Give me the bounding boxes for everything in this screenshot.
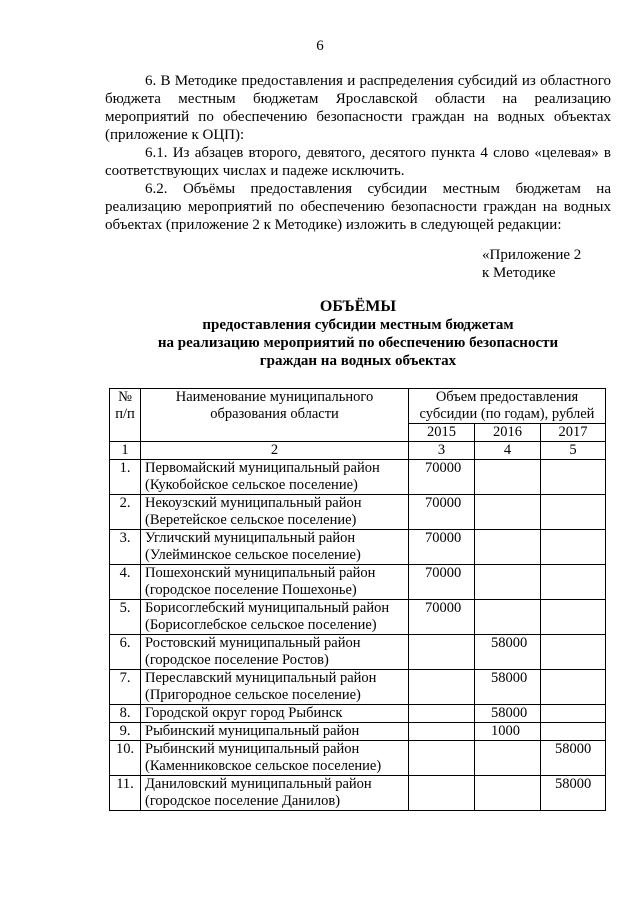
row-2015 — [409, 635, 475, 670]
row-2017 — [541, 495, 606, 530]
row-number: 9. — [110, 723, 141, 741]
row-number: 3. — [110, 530, 141, 565]
row-2016 — [475, 530, 541, 565]
row-2017 — [541, 600, 606, 635]
row-2016 — [475, 460, 541, 495]
row-2015 — [409, 776, 475, 811]
appendix-line-2: к Методике — [482, 265, 556, 281]
row-2015: 70000 — [409, 460, 475, 495]
page-number: 6 — [316, 38, 324, 54]
heading-line-1: предоставления субсидии местным бюджетам — [202, 317, 514, 333]
col-number: 5 — [541, 442, 606, 460]
table-row — [110, 741, 606, 776]
row-name: Ростовский муниципальный район (городское поселение Ростов) — [141, 635, 409, 670]
heading-line-3: граждан на водных объектах — [259, 353, 457, 369]
header-name: Наименование муниципального образования области — [141, 389, 409, 442]
row-2017 — [541, 705, 606, 723]
row-name: Рыбинский муниципальный район — [141, 723, 409, 741]
subsidy-table — [109, 388, 606, 811]
row-name: Городской округ город Рыбинск — [141, 705, 409, 723]
table-heading — [105, 298, 611, 370]
row-number: 1. — [110, 460, 141, 495]
row-2016 — [475, 495, 541, 530]
table-row — [110, 565, 606, 600]
row-number: 2. — [110, 495, 141, 530]
row-number: 10. — [110, 741, 141, 776]
table-body — [110, 460, 606, 811]
row-2017 — [541, 670, 606, 705]
appendix-reference — [482, 246, 581, 282]
row-number: 6. — [110, 635, 141, 670]
header-row — [110, 389, 606, 424]
heading-title: ОБЪЁМЫ — [319, 298, 397, 315]
row-2016 — [475, 741, 541, 776]
table-row — [110, 495, 606, 530]
column-numbers-row — [110, 442, 606, 460]
row-2017 — [541, 530, 606, 565]
row-2015: 70000 — [409, 495, 475, 530]
row-name: Некоузский муниципальный район (Веретейское сельское поселение) — [141, 495, 409, 530]
header-volume: Объем предоставления субсидии (по годам), рублей — [409, 389, 606, 424]
table-row — [110, 705, 606, 723]
row-2015 — [409, 741, 475, 776]
paragraph-6-1: 6.1. Из абзацев второго, девятого, десятого пункта 4 слово «целевая» в соответствующих числах и падеже исключить. — [105, 145, 611, 179]
row-2017 — [541, 723, 606, 741]
row-2017: 58000 — [541, 776, 606, 811]
row-2016: 58000 — [475, 705, 541, 723]
paragraph-6: 6. В Методике предоставления и распределения субсидий из областного бюджета местным бюджетам Ярославской области на реализацию мероприятий по обеспечению безопасности граждан на водных объектах (приложение к ОЦП): — [105, 73, 611, 143]
row-2015: 70000 — [409, 565, 475, 600]
table-row — [110, 460, 606, 495]
row-2015 — [409, 705, 475, 723]
row-number: 4. — [110, 565, 141, 600]
header-year-2015: 2015 — [409, 424, 475, 442]
row-number: 5. — [110, 600, 141, 635]
row-2015: 70000 — [409, 530, 475, 565]
row-2016: 58000 — [475, 670, 541, 705]
row-2015 — [409, 723, 475, 741]
table-row — [110, 600, 606, 635]
col-number: 3 — [409, 442, 475, 460]
header-num: № п/п — [110, 389, 141, 442]
row-2016 — [475, 565, 541, 600]
appendix-line-1: «Приложение 2 — [482, 247, 582, 263]
row-name: Борисоглебский муниципальный район (Борисоглебское сельское поселение) — [141, 600, 409, 635]
row-name: Угличский муниципальный район (Улейминское сельское поселение) — [141, 530, 409, 565]
row-name: Рыбинский муниципальный район (Каменниковское сельское поселение) — [141, 741, 409, 776]
table-row — [110, 530, 606, 565]
row-2017 — [541, 635, 606, 670]
row-2017 — [541, 460, 606, 495]
table-row — [110, 635, 606, 670]
table-row — [110, 670, 606, 705]
row-2015: 70000 — [409, 600, 475, 635]
row-2017 — [541, 565, 606, 600]
row-name: Даниловский муниципальный район (городское поселение Данилов) — [141, 776, 409, 811]
row-2016: 58000 — [475, 635, 541, 670]
row-name: Первомайский муниципальный район (Кукобойское сельское поселение) — [141, 460, 409, 495]
col-number: 2 — [141, 442, 409, 460]
row-2015 — [409, 670, 475, 705]
heading-line-2: на реализацию мероприятий по обеспечению безопасности — [157, 335, 559, 351]
row-name: Пошехонский муниципальный район (городское поселение Пошехонье) — [141, 565, 409, 600]
col-number: 1 — [110, 442, 141, 460]
row-number: 8. — [110, 705, 141, 723]
row-name: Переславский муниципальный район (Пригородное сельское поселение) — [141, 670, 409, 705]
body-text — [105, 72, 611, 234]
row-2017: 58000 — [541, 741, 606, 776]
table-row — [110, 723, 606, 741]
col-number: 4 — [475, 442, 541, 460]
header-year-2016: 2016 — [475, 424, 541, 442]
table-row — [110, 776, 606, 811]
row-2016: 1000 — [475, 723, 541, 741]
row-number: 7. — [110, 670, 141, 705]
paragraph-6-2: 6.2. Объёмы предоставления субсидии местным бюджетам на реализацию мероприятий по обеспечению безопасности граждан на водных объектах (приложение 2 к Методике) изложить в следующей редакции: — [105, 181, 611, 233]
row-2016 — [475, 776, 541, 811]
row-number: 11. — [110, 776, 141, 811]
header-year-2017: 2017 — [541, 424, 606, 442]
row-2016 — [475, 600, 541, 635]
